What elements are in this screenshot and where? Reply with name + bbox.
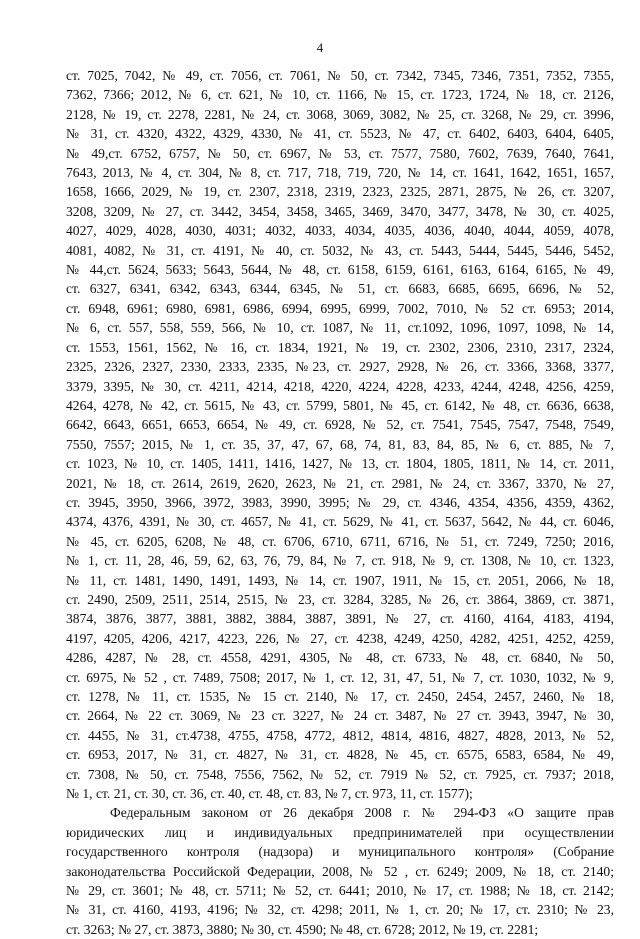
text-line: № 45, ст. 6205, 6208, № 48, ст. 6706, 6710, 6711, 6716, № 51, ст. 7249, 7250; 2016, xyxy=(66,533,614,549)
text-line: 7362, 7366; 2012, № 6, ст. 621, № 10, ст. 1166, № 15, ст. 1723, 1724, № 18, ст. 2126, xyxy=(66,87,614,103)
document-body xyxy=(66,66,614,939)
text-line: ст. 1553, 1561, 1562, № 16, ст. 1834, 1921, № 19, ст. 2302, 2306, 2310, 2317, 2324, xyxy=(66,339,614,355)
text-line: 1658, 1666, 2029, № 19, ст. 2307, 2318, 2319, 2323, 2325, 2871, 2875, № 26, ст. 3207, xyxy=(66,184,614,200)
text-line: ст. 6975, № 52 , ст. 7489, 7508; 2017, № 1, ст. 12, 31, 47, 51, № 7, ст. 1030, 1032, № 9, xyxy=(66,669,614,685)
text-line: № 49,ст. 6752, 6757, № 50, ст. 6967, № 53, ст. 7577, 7580, 7602, 7639, 7640, 7641, xyxy=(66,145,614,161)
text-line: ст. 7025, 7042, № 49, ст. 7056, ст. 7061, № 50, ст. 7342, 7345, 7346, 7351, 7352, 7355, xyxy=(66,68,614,83)
page-number: 4 xyxy=(316,40,324,55)
text-line: 7550, 7557; 2015, № 1, ст. 35, 37, 47, 67, 68, 74, 81, 83, 84, 85, № 6, ст. 885, № 7, xyxy=(66,436,614,452)
text-line: ст. 3263; № 27, ст. 3873, 3880; № 30, ст. 4590; № 48, ст. 6728; 2012, № 19, ст. 2281; xyxy=(66,921,539,937)
text-line: 3874, 3876, 3877, 3881, 3882, 3884, 3887, 3891, № 27, ст. 4160, 4164, 4183, 4194, xyxy=(66,611,614,627)
text-line: ст. 3945, 3950, 3966, 3972, 3983, 3990, 3995; № 29, ст. 4346, 4354, 4356, 4359, 4362, xyxy=(66,494,614,510)
text-line: ст. 6953, 2017, № 31, ст. 4827, № 31, ст. 4828, № 45, ст. 6575, 6583, 6584, № 49, xyxy=(66,747,614,763)
text-line: № 44,ст. 5624, 5633; 5643, 5644, № 48, ст. 6158, 6159, 6161, 6163, 6164, 6165, № 49, xyxy=(66,262,614,278)
text-line: 4286, 4287, № 28, ст. 4558, 4291, 4305, № 48, ст. 6733, № 48, ст. 6840, № 50, xyxy=(66,650,614,666)
text-line: № 11, ст. 1481, 1490, 1491, 1493, № 14, ст. 1907, 1911, № 15, ст. 2051, 2066, № 18, xyxy=(66,572,614,588)
text-line: государственного контроля (надзора) и муниципального контроля» (Собрание xyxy=(66,844,614,860)
text-line: ст. 6948, 6961; 6980, 6981, 6986, 6994, 6995, 6999, 7002, 7010, № 52 ст. 6953; 2014, xyxy=(66,300,614,316)
text-line: ст. 1278, № 11, ст. 1535, № 15 ст. 2140, № 17, ст. 2450, 2454, 2457, 2460, № 18, xyxy=(66,689,614,704)
text-line: 4197, 4205, 4206, 4217, 4223, 226, № 27, ст. 4238, 4249, 4250, 4282, 4251, 4252, 4259, xyxy=(66,630,614,646)
text-line: Федеральным законом от 26 декабря 2008 г. № 294-ФЗ «О защите прав xyxy=(110,805,614,821)
text-line: ст. 2490, 2509, 2511, 2514, 2515, № 23, ст. 3284, 3285, № 26, ст. 3864, 3869, ст. 3871, xyxy=(66,591,614,607)
text-line: 7643, 2013, № 4, ст. 304, № 8, ст. 717, 718, 719, 720, № 14, ст. 1641, 1642, 1651, 1657, xyxy=(66,165,614,181)
text-line: № 1, ст. 11, 28, 46, 59, 62, 63, 76, 79, 84, № 7, ст. 918, № 9, ст. 1308, № 10, ст. 1323, xyxy=(66,553,614,569)
text-line: № 31, ст. 4320, 4322, 4329, 4330, № 41, ст. 5523, № 47, ст. 6402, 6403, 6404, 6405, xyxy=(66,126,614,142)
text-line: 4081, 4082, № 31, ст. 4191, № 40, ст. 5032, № 43, ст. 5443, 5444, 5445, 5446, 5452, xyxy=(66,242,614,258)
paragraph xyxy=(66,803,614,939)
text-line: законодательства Российской Федерации, 2008, № 52 , ст. 6249; 2009, № 18, ст. 2140; xyxy=(66,863,614,879)
text-line: № 29, ст. 3601; № 48, ст. 5711; № 52, ст. 6441; 2010, № 17, ст. 1988; № 18, ст. 2142; xyxy=(66,883,614,899)
text-line: 4027, 4029, 4028, 4030, 4031; 4032, 4033, 4034, 4035, 4036, 4040, 4044, 4059, 4078, xyxy=(66,223,614,239)
text-line: № 1, ст. 21, ст. 30, ст. 36, ст. 40, ст. 48, ст. 83, № 7, ст. 973, 11, ст. 1577); xyxy=(66,786,473,802)
text-line: ст. 1023, № 10, ст. 1405, 1411, 1416, 1427, № 13, ст. 1804, 1805, 1811, № 14, ст. 2011, xyxy=(66,456,614,472)
text-line: 2325, 2326, 2327, 2330, 2333, 2335, №23, ст. 2927, 2928, № 26, ст. 3366, 3368, 3377, xyxy=(66,359,614,375)
text-line: ст. 6327, 6341, 6342, 6343, 6344, 6345, № 51, ст. 6683, 6685, 6695, 6696, № 52, xyxy=(66,281,614,297)
text-line: 4374, 4376, 4391, № 30, ст. 4657, № 41, ст. 5629, № 41, ст. 5637, 5642, № 44, ст. 6046, xyxy=(66,514,614,530)
text-line: ст. 4455, № 31, ст.4738, 4755, 4758, 4772, 4812, 4814, 4816, 4827, 4828, 2013, № 52, xyxy=(66,727,614,743)
text-line: № 6, ст. 557, 558, 559, 566, № 10, ст. 1087, № 11, ст.1092, 1096, 1097, 1098, № 14, xyxy=(66,320,614,336)
text-line: ст. 2664, № 22 ст. 3069, № 23 ст. 3227, № 24 ст. 3487, № 27 ст. 3943, 3947, № 30, xyxy=(66,708,614,724)
text-line: 2021, № 18, ст. 2614, 2619, 2620, 2623, № 21, ст. 2981, № 24, ст. 3367, 3370, № 27, xyxy=(66,475,614,491)
text-line: 3208, 3209, № 27, ст. 3442, 3454, 3458, 3465, 3469, 3470, 3477, 3478, № 30, ст. 4025, xyxy=(66,203,614,219)
text-line: 3379, 3395, № 30, ст. 4211, 4214, 4218, 4220, 4224, 4228, 4233, 4244, 4248, 4256, 4259, xyxy=(66,378,614,394)
text-line: 6642, 6643, 6651, 6653, 6654, № 49, ст. 6928, № 52, ст. 7541, 7545, 7547, 7548, 7549, xyxy=(66,417,614,433)
text-line: юридических лиц и индивидуальных предпринимателей при осуществлении xyxy=(66,824,614,840)
paragraph xyxy=(66,66,614,803)
text-line: 4264, 4278, № 42, ст. 5615, № 43, ст. 5799, 5801, № 45, ст. 6142, № 48, ст. 6636, 6638, xyxy=(66,397,614,413)
text-line: № 31, ст. 4160, 4193, 4196; № 32, ст. 4298; 2011, № 1, ст. 20; № 17, ст. 2310; № 23, xyxy=(66,902,614,918)
text-line: 2128, № 19, ст. 2278, 2281, № 24, ст. 3068, 3069, 3082, № 25, ст. 3268, № 29, ст. 3996, xyxy=(66,106,614,122)
text-line: ст. 7308, № 50, ст. 7548, 7556, 7562, № 52, ст. 7919 № 52, ст. 7925, ст. 7937; 2018, xyxy=(66,766,614,782)
